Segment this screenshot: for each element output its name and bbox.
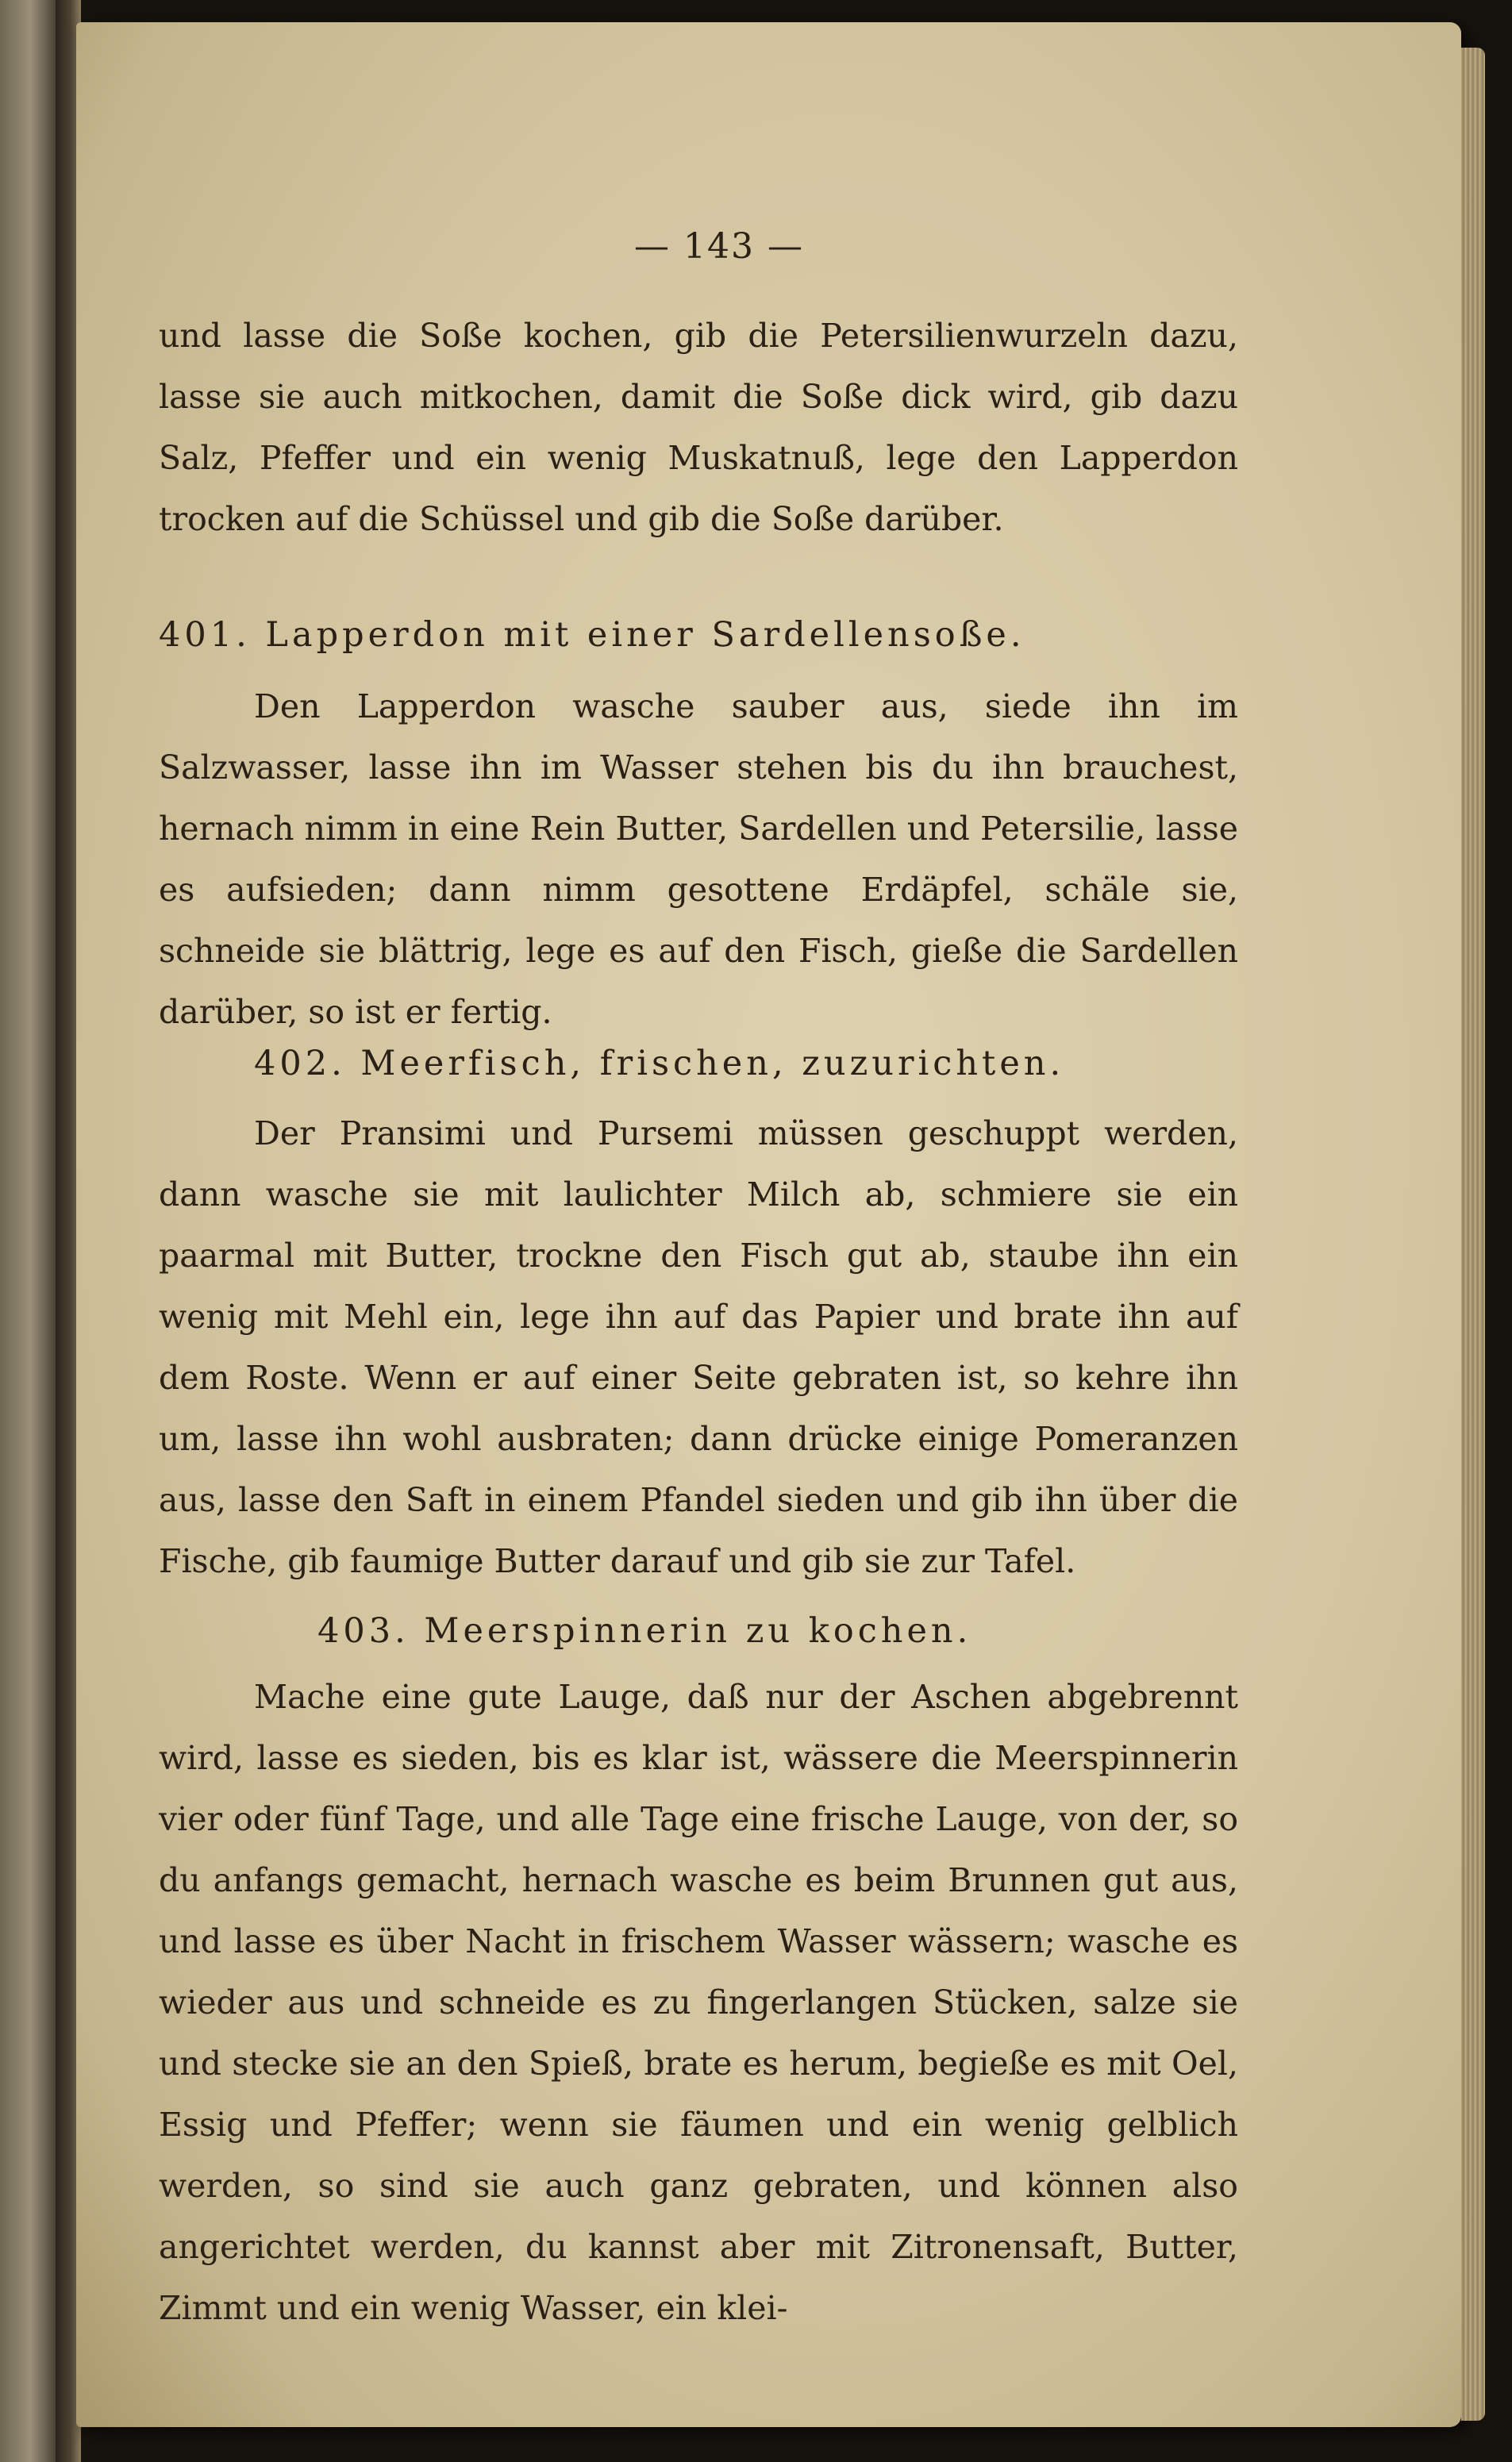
intro-paragraph [159,306,1238,550]
page-edges [1461,48,1485,2421]
recipe-403-title: 403. Meerspinnerin zu kochen. [317,1611,972,1651]
recipe-401-title: 401. Lapperdon mit einer Sardellensoße. [159,615,1025,655]
recipe-401-text: Den Lapperdon wasche sauber aus, siede ihn im Salzwasser, lasse ihn im Wasser stehen bis du ihn brauchest, hernach nimm in eine Rein Butter, Sardellen und Petersilie, lasse es aufsieden; dann nimm gesottene Erdäpfel, schäle sie, schneide sie blättrig, lege es auf den Fisch, gieße die Sardellen darüber, so ist er fertig. [159,687,1238,1031]
recipe-401-body [159,676,1238,1043]
intro-text: und lasse die Soße kochen, gib die Petersilienwurzeln dazu, lasse sie auch mitkochen, damit die Soße dick wird, gib dazu Salz, Pfeffer und ein wenig Muskatnuß, lege den Lapperdon trocken auf die Schüssel und gib die Soße darüber. [159,317,1238,538]
recipe-402-body [159,1103,1238,1592]
previous-page-edge [0,0,56,2462]
recipe-402-title: 402. Meerfisch, frischen, zuzurichten. [254,1044,1065,1083]
page-number: — 143 — [634,226,804,267]
recipe-403-text: Mache eine gute Lauge, daß nur der Aschen abgebrennt wird, lasse es sieden, bis es klar ist, wässere die Meerspinnerin vier oder fünf Tage, und alle Tage eine frische Lauge, von der, so du anfangs gemacht, hernach wasche es beim Brunnen gut aus, und lasse es über Nacht in frischem Wasser wässern; wasche es wieder aus und schneide es zu fingerlangen Stücken, salze sie und stecke sie an den Spieß, brate es herum, begieße es mit Oel, Essig und Pfeffer; wenn sie fäumen und ein wenig gelblich werden, so sind sie auch ganz gebraten, und können also angerichtet werden, du kannst aber mit Zitronensaft, Butter, Zimmt und ein wenig Wasser, ein klei- [159,1678,1238,2327]
recipe-402-text: Der Pransimi und Pursemi müssen geschuppt werden, dann wasche sie mit laulichter Milch ab, schmiere sie ein paarmal mit Butter, trockne den Fisch gut ab, staube ihn ein wenig mit Mehl ein, lege ihn auf das Papier und brate ihn auf dem Roste. Wenn er auf einer Seite gebraten ist, so kehre ihn um, lasse ihn wohl ausbraten; dann drücke einige Pomeranzen aus, lasse den Saft in einem Pfandel sieden und gib ihn über die Fische, gib faumige Butter darauf und gib sie zur Tafel. [159,1114,1238,1580]
recipe-403-body [159,1667,1238,2339]
